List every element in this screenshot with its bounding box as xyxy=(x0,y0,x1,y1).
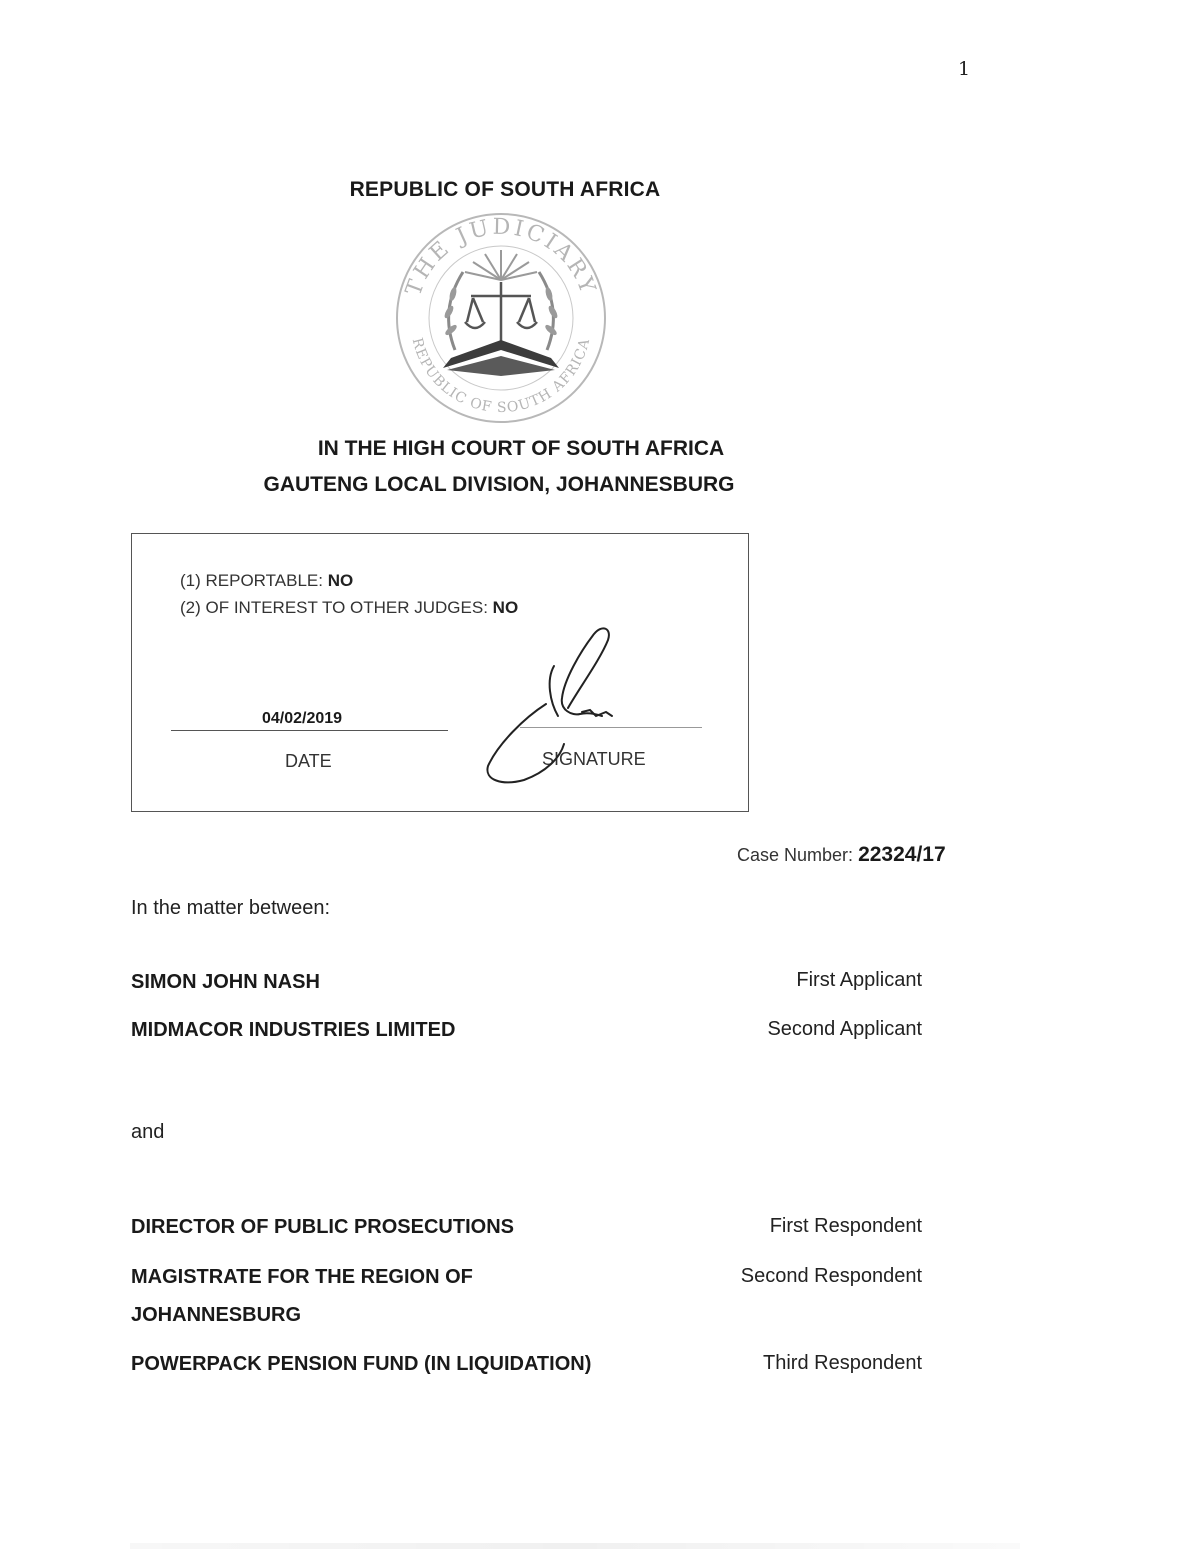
second-respondent-name-line2: JOHANNESBURG xyxy=(131,1304,302,1326)
reportable-label: (1) REPORTABLE: xyxy=(180,571,323,590)
first-respondent-name: DIRECTOR OF PUBLIC PROSECUTIONS xyxy=(131,1216,514,1238)
court-division: GAUTENG LOCAL DIVISION, JOHANNESBURG xyxy=(263,473,735,496)
first-applicant-name: SIMON JOHN NASH xyxy=(131,971,320,993)
conjunction-and: and xyxy=(131,1121,165,1143)
date-rule xyxy=(171,730,448,731)
scan-edge xyxy=(130,1543,1020,1549)
matter-intro: In the matter between: xyxy=(131,897,331,919)
first-respondent-role: First Respondent xyxy=(769,1215,922,1237)
third-respondent-role: Third Respondent xyxy=(763,1352,922,1374)
page-number: 1 xyxy=(958,58,971,80)
second-applicant-name: MIDMACOR INDUSTRIES LIMITED xyxy=(131,1019,456,1041)
interest-line xyxy=(180,598,518,618)
case-number: 22324/17 xyxy=(858,843,946,866)
second-applicant-role: Second Applicant xyxy=(767,1018,922,1040)
country-heading: REPUBLIC OF SOUTH AFRICA xyxy=(349,178,661,201)
case-number-line xyxy=(737,843,946,867)
reportable-value: NO xyxy=(327,571,354,590)
date-label: DATE xyxy=(285,751,332,771)
signature-label: SIGNATURE xyxy=(542,749,646,769)
seal-text-bottom: REPUBLIC OF SOUTH AFRICA xyxy=(408,336,594,417)
interest-label: (2) OF INTEREST TO OTHER JUDGES: xyxy=(180,598,488,617)
judgment-date: 04/02/2019 xyxy=(262,710,343,727)
case-number-label: Case Number: xyxy=(737,845,854,865)
first-applicant-role: First Applicant xyxy=(796,969,922,991)
seal-text-top: THE JUDICIARY xyxy=(401,214,601,300)
third-respondent-name: POWERPACK PENSION FUND (IN LIQUIDATION) xyxy=(131,1353,592,1375)
second-respondent-role: Second Respondent xyxy=(740,1265,922,1287)
reportable-line xyxy=(180,571,353,591)
court-name: IN THE HIGH COURT OF SOUTH AFRICA xyxy=(317,437,725,460)
judiciary-seal-icon xyxy=(393,210,608,425)
second-respondent-name-line1: MAGISTRATE FOR THE REGION OF xyxy=(131,1266,473,1288)
handwritten-signature-icon xyxy=(480,620,620,790)
interest-value: NO xyxy=(492,598,519,617)
